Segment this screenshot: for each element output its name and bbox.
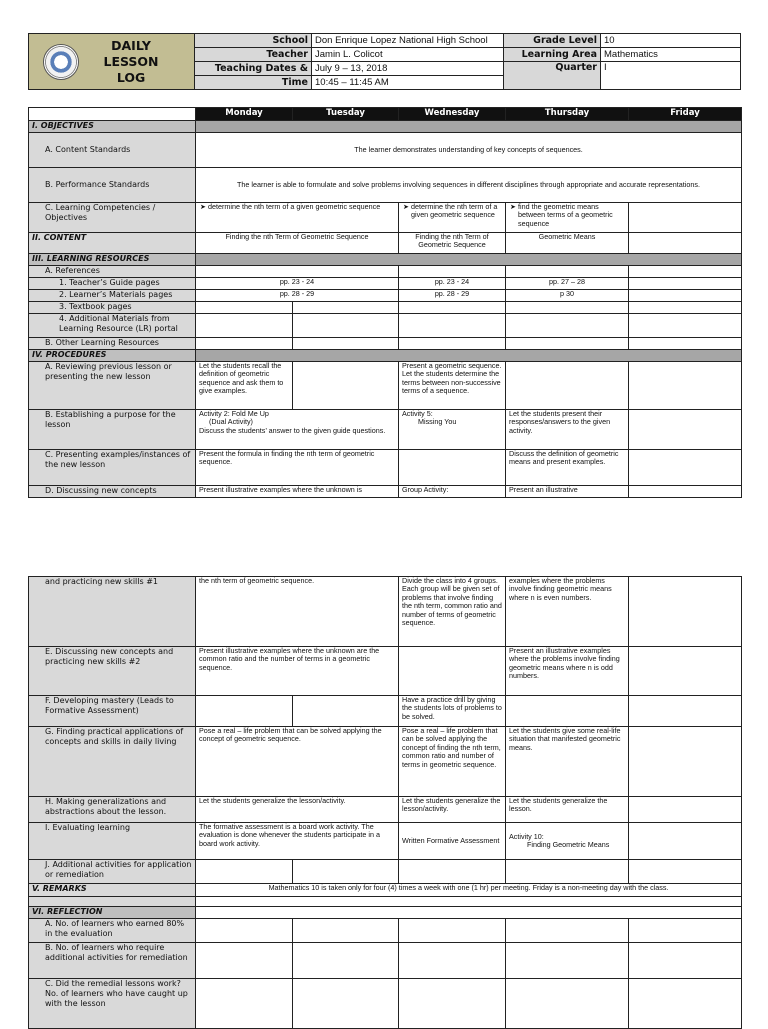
day-tuesday: Tuesday	[293, 108, 399, 121]
tg-thursday: pp. 27 – 28	[506, 278, 629, 290]
school-label: School	[195, 34, 312, 48]
proc-b-monday-line-2: (Dual Activity)	[209, 417, 253, 427]
section-reflection: VI. REFLECTION	[29, 907, 196, 919]
row-proc-b: B. Establishing a purpose for the lesson	[29, 410, 196, 450]
row-competencies: C. Learning Competencies / Objectives	[29, 203, 196, 233]
day-wednesday: Wednesday	[399, 108, 506, 121]
row-proc-d: D. Discussing new concepts	[29, 486, 196, 498]
proc-a-wednesday: Present a geometric sequence. Let the students determine the terms between non-successive terms of a sequence.	[399, 362, 506, 410]
tg-wednesday: pp. 23 - 24	[399, 278, 506, 290]
proc-h-monday: Let the students generalize the lesson/activity.	[196, 797, 399, 823]
remarks-text: Mathematics 10 is taken only for four (4) times a week with one (1 hr) per meeting. Friday is a non-meeting day with the class.	[196, 884, 742, 897]
content-thursday: Geometric Means	[506, 233, 629, 254]
proc-b-wednesday-line-1: Activity 5:	[402, 409, 433, 418]
proc-d-thursday: Present an illustrative	[506, 486, 629, 498]
corner-cell	[29, 108, 196, 121]
section-content: II. CONTENT	[29, 233, 196, 254]
lm-monday: pp. 28 - 29	[196, 290, 399, 302]
school-value: Don Enrique Lopez National High School	[312, 34, 504, 48]
row-lm-pages: 2. Learner’s Materials pages	[29, 290, 196, 302]
proc-c-thursday: Discuss the definition of geometric means and present examples.	[506, 450, 629, 486]
row-references: A. References	[29, 266, 196, 278]
dates-label: Teaching Dates &	[195, 62, 312, 76]
row-refl-b: B. No. of learners who require additional activities for remediation	[29, 943, 196, 979]
deped-seal-icon	[43, 44, 79, 80]
proc-g-monday: Pose a real – life problem that can be solved applying the concept of geometric sequence.	[196, 727, 399, 797]
area-value: Mathematics	[601, 48, 741, 62]
row-proc-g: G. Finding practical applications of concepts and skills in daily living	[29, 727, 196, 797]
comp-thursday: ➤ find the geometric means between terms of a geometric sequence	[506, 203, 629, 233]
proc-d2-monday: the nth term of geometric sequence.	[196, 577, 399, 647]
quarter-label: Quarter	[504, 62, 601, 90]
section-procedures: IV. PROCEDURES	[29, 350, 196, 362]
row-content-standards: A. Content Standards	[29, 133, 196, 168]
proc-i-wednesday: Written Formative Assessment	[399, 823, 506, 860]
lm-thursday: p 30	[506, 290, 629, 302]
title-line-1: DAILY LESSON	[103, 37, 159, 69]
section-fill	[196, 254, 742, 266]
proc-c-monday: Present the formula in finding the nth term of geometric sequence.	[196, 450, 399, 486]
day-friday: Friday	[629, 108, 742, 121]
proc-b-monday	[196, 410, 399, 450]
proc-d-monday: Present illustrative examples where the unknown is	[196, 486, 399, 498]
row-proc-f: F. Developing mastery (Leads to Formative Assessment)	[29, 696, 196, 727]
proc-b-wednesday-line-2: Missing You	[418, 417, 457, 427]
day-monday: Monday	[196, 108, 293, 121]
row-additional-materials: 4. Additional Materials from Learning Resource (LR) portal	[29, 314, 196, 338]
proc-i-thursday-line-2: Finding Geometric Means	[527, 840, 610, 849]
proc-f-wednesday: Have a practice drill by giving the students lots of problems to be solved.	[399, 696, 506, 727]
proc-d2-wednesday: Divide the class into 4 groups. Each group will be given set of problems that involve finding the nth term, common ratio and number of terms of geometric sequence.	[399, 577, 506, 647]
row-proc-d-cont: and practicing new skills #1	[29, 577, 196, 647]
proc-h-thursday: Let the students generalize the lesson.	[506, 797, 629, 823]
proc-i-thursday	[506, 823, 629, 860]
row-proc-e: E. Discussing new concepts and practicing new skills #2	[29, 647, 196, 696]
section-objectives: I. OBJECTIVES	[29, 121, 196, 133]
page-title	[82, 38, 180, 86]
row-textbook: 3. Textbook pages	[29, 302, 196, 314]
row-refl-c: C. Did the remedial lessons work? No. of learners who have caught up with the lesson	[29, 979, 196, 1029]
proc-h-wednesday: Let the students generalize the lesson/activity.	[399, 797, 506, 823]
comp-wednesday: ➤ determine the nth term of a given geometric sequence	[399, 203, 506, 233]
grade-label: Grade Level	[504, 34, 601, 48]
proc-d2-thursday: examples where the problems involve finding geometric means where n is even numbers.	[506, 577, 629, 647]
comp-monday: ➤ determine the nth term of a given geometric sequence	[196, 203, 399, 233]
content-monday: Finding the nth Term of Geometric Sequence	[196, 233, 399, 254]
section-resources: III. LEARNING RESOURCES	[29, 254, 196, 266]
performance-standards-text: The learner is able to formulate and solve problems involving sequences in different disciplines through appropriate and accurate representations.	[196, 168, 742, 203]
comp-friday	[629, 203, 742, 233]
quarter-value: I	[601, 62, 741, 90]
row-other-resources: B. Other Learning Resources	[29, 338, 196, 350]
proc-i-monday: The formative assessment is a board work activity. The evaluation is done whenever the students participate in a board work activity.	[196, 823, 399, 860]
row-proc-i: I. Evaluating learning	[29, 823, 196, 860]
row-proc-h: H. Making generalizations and abstractions about the lesson.	[29, 797, 196, 823]
header-table	[28, 33, 741, 90]
lesson-table-part-2	[28, 576, 742, 1029]
teacher-label: Teacher	[195, 48, 312, 62]
section-fill	[196, 121, 742, 133]
proc-b-wednesday	[399, 410, 506, 450]
teacher-value: Jamin L. Colicot	[312, 48, 504, 62]
lm-wednesday: pp. 28 - 29	[399, 290, 506, 302]
proc-g-wednesday: Pose a real – life problem that can be solved applying the concept of finding the nth term, common ratio and number of terms in geometric sequence.	[399, 727, 506, 797]
row-proc-a: A. Reviewing previous lesson or presenting the new lesson	[29, 362, 196, 410]
row-tg-pages: 1. Teacher’s Guide pages	[29, 278, 196, 290]
time-value: 10:45 – 11:45 AM	[312, 76, 504, 90]
proc-d-wednesday: Group Activity:	[399, 486, 506, 498]
tg-monday: pp. 23 - 24	[196, 278, 399, 290]
title-line-2: LOG	[116, 69, 146, 85]
header-logo-cell	[29, 34, 195, 90]
time-label: Time	[195, 76, 312, 90]
proc-e-monday: Present illustrative examples where the unknown are the common ratio and the number of terms in a geometric sequence.	[196, 647, 399, 696]
content-friday	[629, 233, 742, 254]
row-proc-j: J. Additional activities for application or remediation	[29, 860, 196, 884]
proc-i-thursday-line-1: Activity 10:	[509, 831, 544, 841]
proc-b-monday-line-1: Activity 2: Fold Me Up	[199, 409, 269, 418]
proc-e-thursday: Present an illustrative examples where the problems involve finding geometric means where n is odd numbers.	[506, 647, 629, 696]
row-proc-c: C. Presenting examples/instances of the new lesson	[29, 450, 196, 486]
proc-b-thursday: Let the students present their responses/answers to the given activity.	[506, 410, 629, 450]
proc-a-monday: Let the students recall the definition of geometric sequence and ask them to give examples.	[196, 362, 293, 410]
row-refl-a: A. No. of learners who earned 80% in the evaluation	[29, 919, 196, 943]
row-performance-standards: B. Performance Standards	[29, 168, 196, 203]
proc-b-monday-line-3: Discuss the students’ answer to the given guide questions.	[199, 425, 386, 435]
dates-value: July 9 – 13, 2018	[312, 62, 504, 76]
content-standards-text: The learner demonstrates understanding of key concepts of sequences.	[196, 133, 742, 168]
section-fill	[196, 350, 742, 362]
area-label: Learning Area	[504, 48, 601, 62]
content-wednesday: Finding the nth Term of Geometric Sequence	[399, 233, 506, 254]
section-remarks: V. REMARKS	[29, 884, 196, 897]
grade-value: 10	[601, 34, 741, 48]
lesson-table-part-1	[28, 107, 742, 498]
proc-g-thursday: Let the students give some real-life situation that manifested geometric means.	[506, 727, 629, 797]
day-thursday: Thursday	[506, 108, 629, 121]
